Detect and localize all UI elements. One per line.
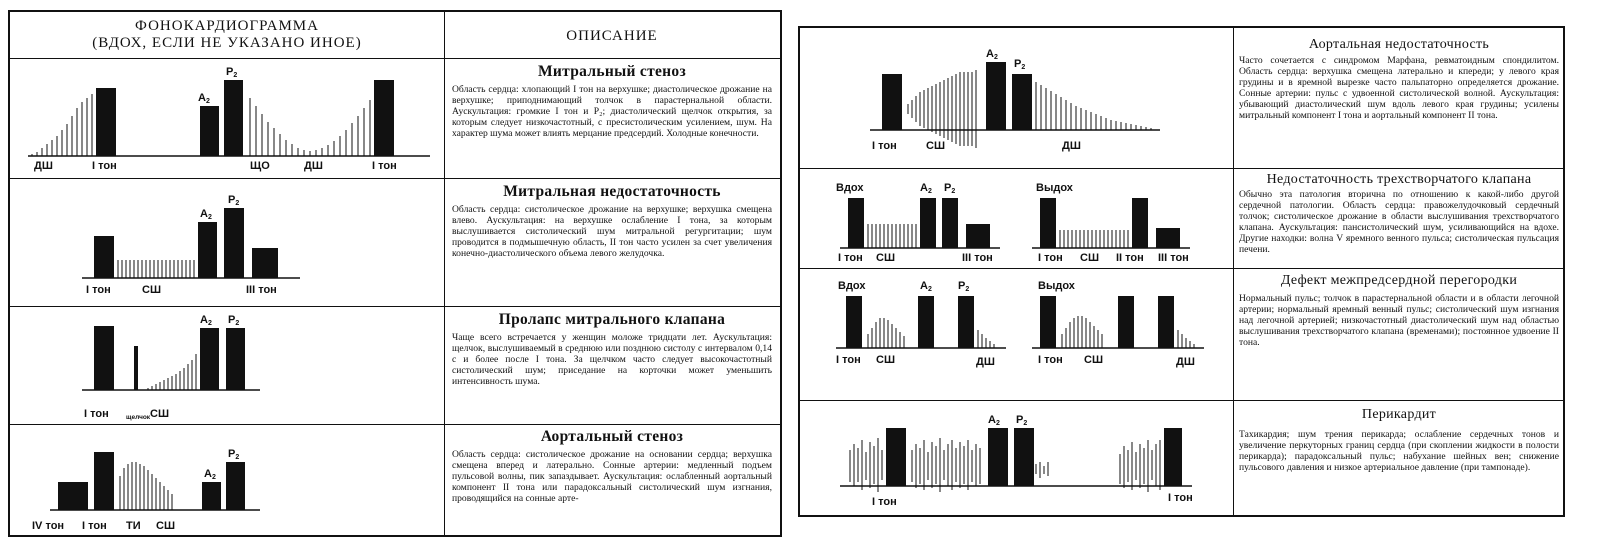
- label-inspiration-s1: I тон: [836, 354, 861, 366]
- label-click: щелчок: [126, 414, 151, 421]
- label-s1-2: I тон: [1168, 492, 1193, 504]
- label-s1-1: I тон: [872, 496, 897, 508]
- row-text: Нормальный пульс; толчок в парастернальной области и в области легочной артерии; нормальный яремный венный пульс; систолический шум изгнания над легочной артерией; низкочастотный диастолический шум над областью выслушивания трехстворчатого клапана (временами); постоянное удвоение II тона.: [1239, 293, 1559, 348]
- label-p2: $P_2$: [228, 194, 240, 207]
- label-p2: $P_2$: [944, 182, 956, 195]
- row-text: Тахикардия; шум трения перикарда; ослабление сердечных тонов и увеличение перкуторных границ сердца (при скоплении жидкости в полости перикарда); парадоксальный пульс; набухание шейных вен; снижение пульсового давления и низкое артериальное давление (при тампонаде).: [1239, 429, 1559, 473]
- expiration-systolic-murmur: [1062, 316, 1102, 348]
- expiration-s3-bar: [1156, 228, 1180, 248]
- inspiration-systolic-murmur: [868, 318, 904, 348]
- label-p2: $P_2$: [228, 314, 240, 327]
- label-p2: $P_2$: [228, 448, 240, 461]
- row-text: Область сердца: хлопающий I тон на верхушке; диастолическое дрожание на верхушке; приподнимающий толчок в парастернальной области. Аускультация: громкие I тон и P₂; диастолический щелчок открытия, за которым следует низкочастотный, с пресистолическим усилением, шум. На характер шума может влиять мерцание предсердий. Холодные конечности.: [452, 84, 772, 139]
- label-expiration-s1: I тон: [1038, 354, 1063, 366]
- label-systolic-murmur: СШ: [142, 284, 161, 296]
- phonocardiogram-mitral-regurgitation: [10, 178, 444, 306]
- label-a2: $A_2$: [986, 48, 998, 61]
- label-p2: $P_2$: [226, 66, 238, 79]
- systolic-murmur-waveform: [908, 70, 976, 148]
- inspiration-a2-bar: [918, 296, 934, 348]
- label-s1: I тон: [86, 284, 111, 296]
- description-column-header: ОПИСАНИЕ: [566, 28, 658, 44]
- row-aortic-regurgitation: [800, 28, 1563, 168]
- expiration-a2-bar: [1118, 296, 1134, 348]
- row-text: Обычно эта патология вторична по отношению к какой-либо другой сердечной патологии. Область сердца: правожелудочковый сердечный толчок; систолическое дрожание в области выслушивания трехстворчатого клапана. Аускультация: пансистолический шум, усиливающийся на вдохе. Другие находки: волна V яремного венного пульса; систолическая пульсация печени.: [1239, 189, 1559, 255]
- label-s1-1: I тон: [92, 160, 117, 172]
- row-title: Митральный стеноз: [538, 63, 686, 80]
- label-p2: $P_2$: [1014, 58, 1026, 71]
- phonocardiogram-tricuspid-regurgitation: [800, 168, 1233, 268]
- label-inspiration-s1: I тон: [838, 252, 863, 264]
- row-text: Область сердца: систолическое дрожание на основании сердца; верхушка смещена вперед и латерально. Сонные артерии: медленный подъем пульсовой волны, пик запаздывает. Аускультация: ослабленный аортальный компонент II тона или парадоксальный систолический шум изгнания, проводящийся на сонные арте-: [452, 449, 772, 504]
- a2-tone-bar: [988, 428, 1008, 486]
- phonocardiogram-atrial-septal-defect: [800, 268, 1233, 400]
- description-aortic-stenosis: [452, 428, 772, 534]
- s1-tone-bar-2: [374, 80, 394, 156]
- description-aortic-regurgitation: [1239, 36, 1559, 166]
- click-bar: [134, 346, 138, 390]
- label-a2: $A_2$: [920, 182, 932, 195]
- row-title: Перикардит: [1361, 407, 1437, 422]
- label-s1-2: I тон: [372, 160, 397, 172]
- inspiration-diastolic-murmur: [978, 330, 994, 348]
- row-pericarditis: [800, 400, 1563, 515]
- label-inspiration-systolic-murmur: СШ: [876, 252, 895, 264]
- row-text: Часто сочетается с синдромом Марфана, ревматоидным спондилитом. Область сердца: верхушка смещена латерально и кпереди; у левого края грудины и в яремной вырезке часто пальпаторно определяется дрожание. Сонные артерии: пульс с удвоенной систолической волной. Аускультация: убывающий диастолический шум вдоль левого края грудины; усилены митральный компонент I тона и аортальный компонент II тона.: [1239, 55, 1559, 121]
- p2-tone-bar: [226, 328, 245, 390]
- systolic-murmur-waveform: [118, 260, 194, 278]
- p2-tone-bar: [226, 462, 245, 510]
- p2-tone-bar: [224, 80, 243, 156]
- right-table: [798, 26, 1565, 517]
- row-mitral-valve-prolapse: [10, 306, 780, 424]
- row-atrial-septal-defect: [800, 268, 1563, 400]
- diagram-column-header: [10, 18, 444, 52]
- label-dsh-1: ДШ: [34, 160, 53, 172]
- s1-tone-bar: [886, 428, 906, 486]
- label-p2: $P_2$: [1016, 414, 1028, 427]
- s4-tone-bar: [58, 482, 88, 510]
- s1-tone-bar: [94, 236, 114, 278]
- s1-tone-bar: [96, 88, 116, 156]
- friction-rub-right: [1036, 462, 1048, 478]
- row-title: Аортальный стеноз: [540, 428, 684, 445]
- row-title: Недостаточность трехстворчатого клапана: [1266, 172, 1532, 187]
- label-s4: IV тон: [32, 520, 65, 532]
- friction-rub-mid: [912, 438, 980, 492]
- diastolic-murmur-right: [250, 98, 370, 156]
- s1-tone-bar: [882, 74, 902, 130]
- label-s3: III тон: [246, 284, 277, 296]
- header-line-2: (ВДОХ, ЕСЛИ НЕ УКАЗАНО ИНОЕ): [92, 35, 362, 51]
- friction-rub-far-right: [1120, 440, 1160, 492]
- label-expiration-systolic-murmur: СШ: [1080, 252, 1099, 264]
- friction-rub-left: [850, 438, 882, 492]
- label-a2: $A_2$: [204, 468, 216, 481]
- row-tricuspid-regurgitation: [800, 168, 1563, 268]
- label-a2: $A_2$: [200, 314, 212, 327]
- label-expiration-s3: III тон: [1158, 252, 1189, 264]
- a2-tone-bar: [986, 62, 1006, 130]
- label-inspiration-s3: III тон: [962, 252, 993, 264]
- label-systolic-murmur: СШ: [926, 140, 945, 152]
- row-title: Аортальная недостаточность: [1308, 37, 1490, 52]
- label-inspiration-systolic-murmur: СШ: [876, 354, 895, 366]
- inspiration-s1-bar: [848, 198, 864, 248]
- row-title: Пролапс митрального клапана: [498, 311, 726, 328]
- expiration-p2-bar: [1158, 296, 1174, 348]
- label-inspiration: Вдох: [838, 280, 866, 292]
- s3-tone-bar: [252, 248, 278, 278]
- inspiration-p2-bar: [958, 296, 974, 348]
- phonocardiogram-aortic-stenosis: [10, 424, 444, 535]
- a2-tone-bar: [200, 106, 219, 156]
- label-ejection-tone: ТИ: [126, 520, 141, 532]
- decrescendo-diastolic-murmur: [1036, 82, 1151, 130]
- ejection-murmur-waveform: [120, 462, 172, 510]
- label-a2: $A_2$: [200, 208, 212, 221]
- row-mitral-regurgitation: [10, 178, 780, 306]
- header-line-1: ФОНОКАРДИОГРАММА: [135, 18, 319, 34]
- phonocardiogram-mitral-valve-prolapse: [10, 306, 444, 424]
- row-text: Чаще всего встречается у женщин моложе тридцати лет. Аускультация: щелчок, выслушиваемый в среднюю или позднюю систолу с интервалом 0,14 с и более после I тона. За щелчком часто следует высокочастотный систолический шум; приседание на корточки может уменьшить интенсивность шума.: [452, 332, 772, 387]
- row-text: Область сердца: систолическое дрожание на верхушке; верхушка смещена влево. Аускультация: на верхушке ослабление I тона, за которым выслушивается систолический шум митральной регургитации; шум проводится в подмышечную область, II тон часто усилен за счет увеличения конечно-диастолического объема левого желудочка.: [452, 204, 772, 259]
- label-diastolic-murmur: ДШ: [1062, 140, 1081, 152]
- inspiration-p2-bar: [942, 198, 958, 248]
- description-pericarditis: [1239, 406, 1559, 514]
- description-mitral-valve-prolapse: [452, 311, 772, 421]
- label-a2: $A_2$: [988, 414, 1000, 427]
- expiration-systolic-murmur: [1060, 230, 1128, 248]
- label-systolic-murmur: СШ: [156, 520, 175, 532]
- inspiration-s1-bar: [846, 296, 862, 348]
- description-mitral-stenosis: [452, 63, 772, 175]
- a2-tone-bar: [202, 482, 221, 510]
- expiration-s1-bar: [1040, 296, 1056, 348]
- label-expiration: Выдох: [1036, 182, 1073, 194]
- label-s1: I тон: [82, 520, 107, 532]
- late-systolic-murmur: [148, 354, 196, 390]
- label-a2: $A_2$: [920, 280, 932, 293]
- s1-tone-bar-2: [1164, 428, 1182, 486]
- diastolic-murmur-waveform: [32, 94, 92, 156]
- description-tricuspid-regurgitation: [1239, 171, 1559, 267]
- p2-tone-bar: [1014, 428, 1034, 486]
- phonocardiogram-mitral-stenosis: [10, 58, 444, 178]
- label-p2: $P_2$: [958, 280, 970, 293]
- label-expiration-diastolic-murmur: ДШ: [1176, 356, 1195, 368]
- inspiration-a2-bar: [920, 198, 936, 248]
- expiration-s1-bar: [1040, 198, 1056, 248]
- label-systolic-murmur: СШ: [150, 408, 169, 420]
- label-inspiration: Вдох: [836, 182, 864, 194]
- left-table: [8, 10, 782, 537]
- phonocardiogram-aortic-regurgitation: [800, 28, 1233, 168]
- s1-tone-bar: [94, 326, 114, 390]
- label-s1: I тон: [872, 140, 897, 152]
- description-mitral-regurgitation: [452, 183, 772, 303]
- p2-tone-bar: [224, 208, 244, 278]
- description-atrial-septal-defect: [1239, 272, 1559, 398]
- label-dsh-2: ДШ: [304, 160, 323, 172]
- label-s1: I тон: [84, 408, 109, 420]
- s1-tone-bar: [94, 452, 114, 510]
- phonocardiogram-pericarditis: [800, 400, 1233, 515]
- row-title: Дефект межпредсердной перегородки: [1280, 273, 1518, 288]
- expiration-s2-bar: [1132, 198, 1148, 248]
- a2-tone-bar: [198, 222, 217, 278]
- label-opening-snap: ЩО: [250, 160, 270, 172]
- label-expiration: Выдох: [1038, 280, 1075, 292]
- label-a2: $A_2$: [198, 92, 210, 105]
- row-aortic-stenosis: [10, 424, 780, 535]
- label-expiration-systolic-murmur: СШ: [1084, 354, 1103, 366]
- inspiration-systolic-murmur: [868, 224, 916, 248]
- row-title: Митральная недостаточность: [503, 183, 721, 200]
- inspiration-s3-bar: [966, 224, 990, 248]
- a2-tone-bar: [200, 328, 219, 390]
- p2-tone-bar: [1012, 74, 1032, 130]
- expiration-diastolic-murmur: [1178, 330, 1194, 348]
- label-expiration-s2: II тон: [1116, 252, 1144, 264]
- label-inspiration-diastolic-murmur: ДШ: [976, 356, 995, 368]
- row-mitral-stenosis: [10, 58, 780, 178]
- label-expiration-s1: I тон: [1038, 252, 1063, 264]
